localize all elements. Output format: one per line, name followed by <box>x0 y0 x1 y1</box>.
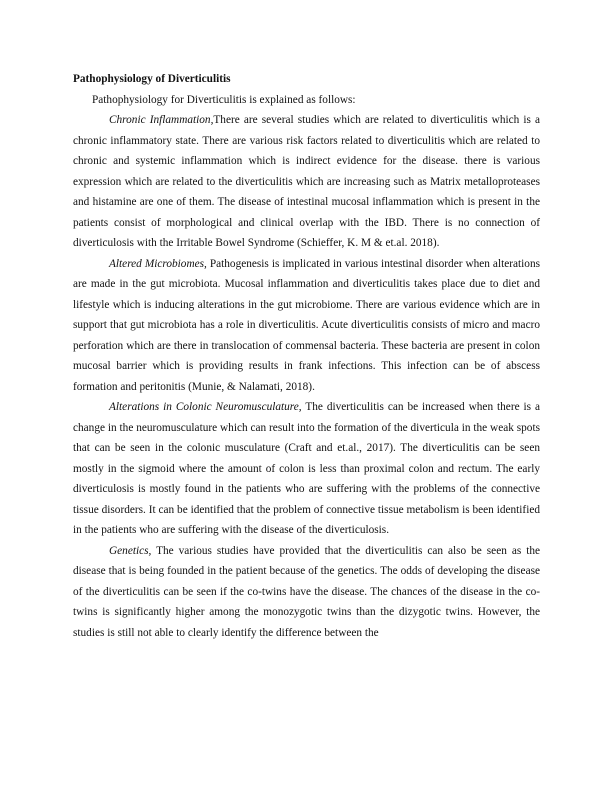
paragraph-chronic-inflammation <box>73 110 540 254</box>
paragraph-altered-microbiomes <box>73 254 540 398</box>
section-heading: Pathophysiology of Diverticulitis <box>73 73 231 85</box>
paragraph-genetics <box>73 541 540 644</box>
paragraph-text: The various studies have provided that the diverticulitis can also be seen as the disease that is being founded in the patient because of the genetics. The odds of developing the disease of the diverticulitis can be seen if the co-twins have the disease. The chances of the disease in the co-twins is significantly higher among the monozygotic twins than the dizygotic twins. However, the studies is still not able to clearly identify the difference between the <box>73 544 540 639</box>
term-altered-microbiomes: Altered Microbiomes, <box>109 257 207 270</box>
paragraph-text: The diverticulitis can be increased when there is a change in the neuromusculature which can result into the formation of the diverticula in the weak spots that can be seen in the colonic musculature (Craft and et.al., 2017). The diverticulitis can be seen mostly in the sigmoid where the amount of colon is less than proximal colon and rectum. The early diverticulosis is mostly found in the patients who are suffering with the problems of the connective tissue disorders. It can be identified that the problem of connective tissue metabolism is been identified in the patients who are suffering with the disease of the diverticulosis. <box>73 401 540 536</box>
paragraph-colonic-neuromusculature <box>73 397 540 541</box>
term-chronic-inflammation: Chronic Inflammation, <box>109 114 214 126</box>
document-body <box>73 69 540 643</box>
term-genetics: Genetics, <box>109 544 152 557</box>
intro-paragraph: Pathophysiology for Diverticulitis is explained as follows: <box>92 93 356 106</box>
term-colonic-neuromusculature: Alterations in Colonic Neuromusculature, <box>109 401 302 413</box>
paragraph-text: Pathogenesis is implicated in various intestinal disorder when alterations are made in the gut microbiota. Mucosal inflammation and diverticulitis takes place due to diet and lifestyle which is inducing alterations in the gut microbiome. There are various evidence which are in support that gut microbiota has a role in diverticulitis. Acute diverticulitis consists of micro and macro perforation which are there in translocation of commensal bacteria. These bacteria are present in colon mucosal barrier which is providing results in frank infections. This infection can be of abscess formation and peritonitis (Munie, & Nalamati, 2018). <box>73 257 540 393</box>
paragraph-text: There are several studies which are related to diverticulitis which is a chronic inflammatory state. There are various risk factors related to diverticulitis which are related to chronic and systemic inflammation which is indirect evidence for the disease. there is various expression which are related to the diverticulitis which are increasing such as Matrix metalloproteases and histamine are one of them. The disease of intestinal mucosal inflammation which is present in the patients consist of morphological and clinical overlap with the IBD. There is no connection of diverticulosis with the Irritable Bowel Syndrome (Schieffer, K. M & et.al. 2018). <box>73 114 540 249</box>
